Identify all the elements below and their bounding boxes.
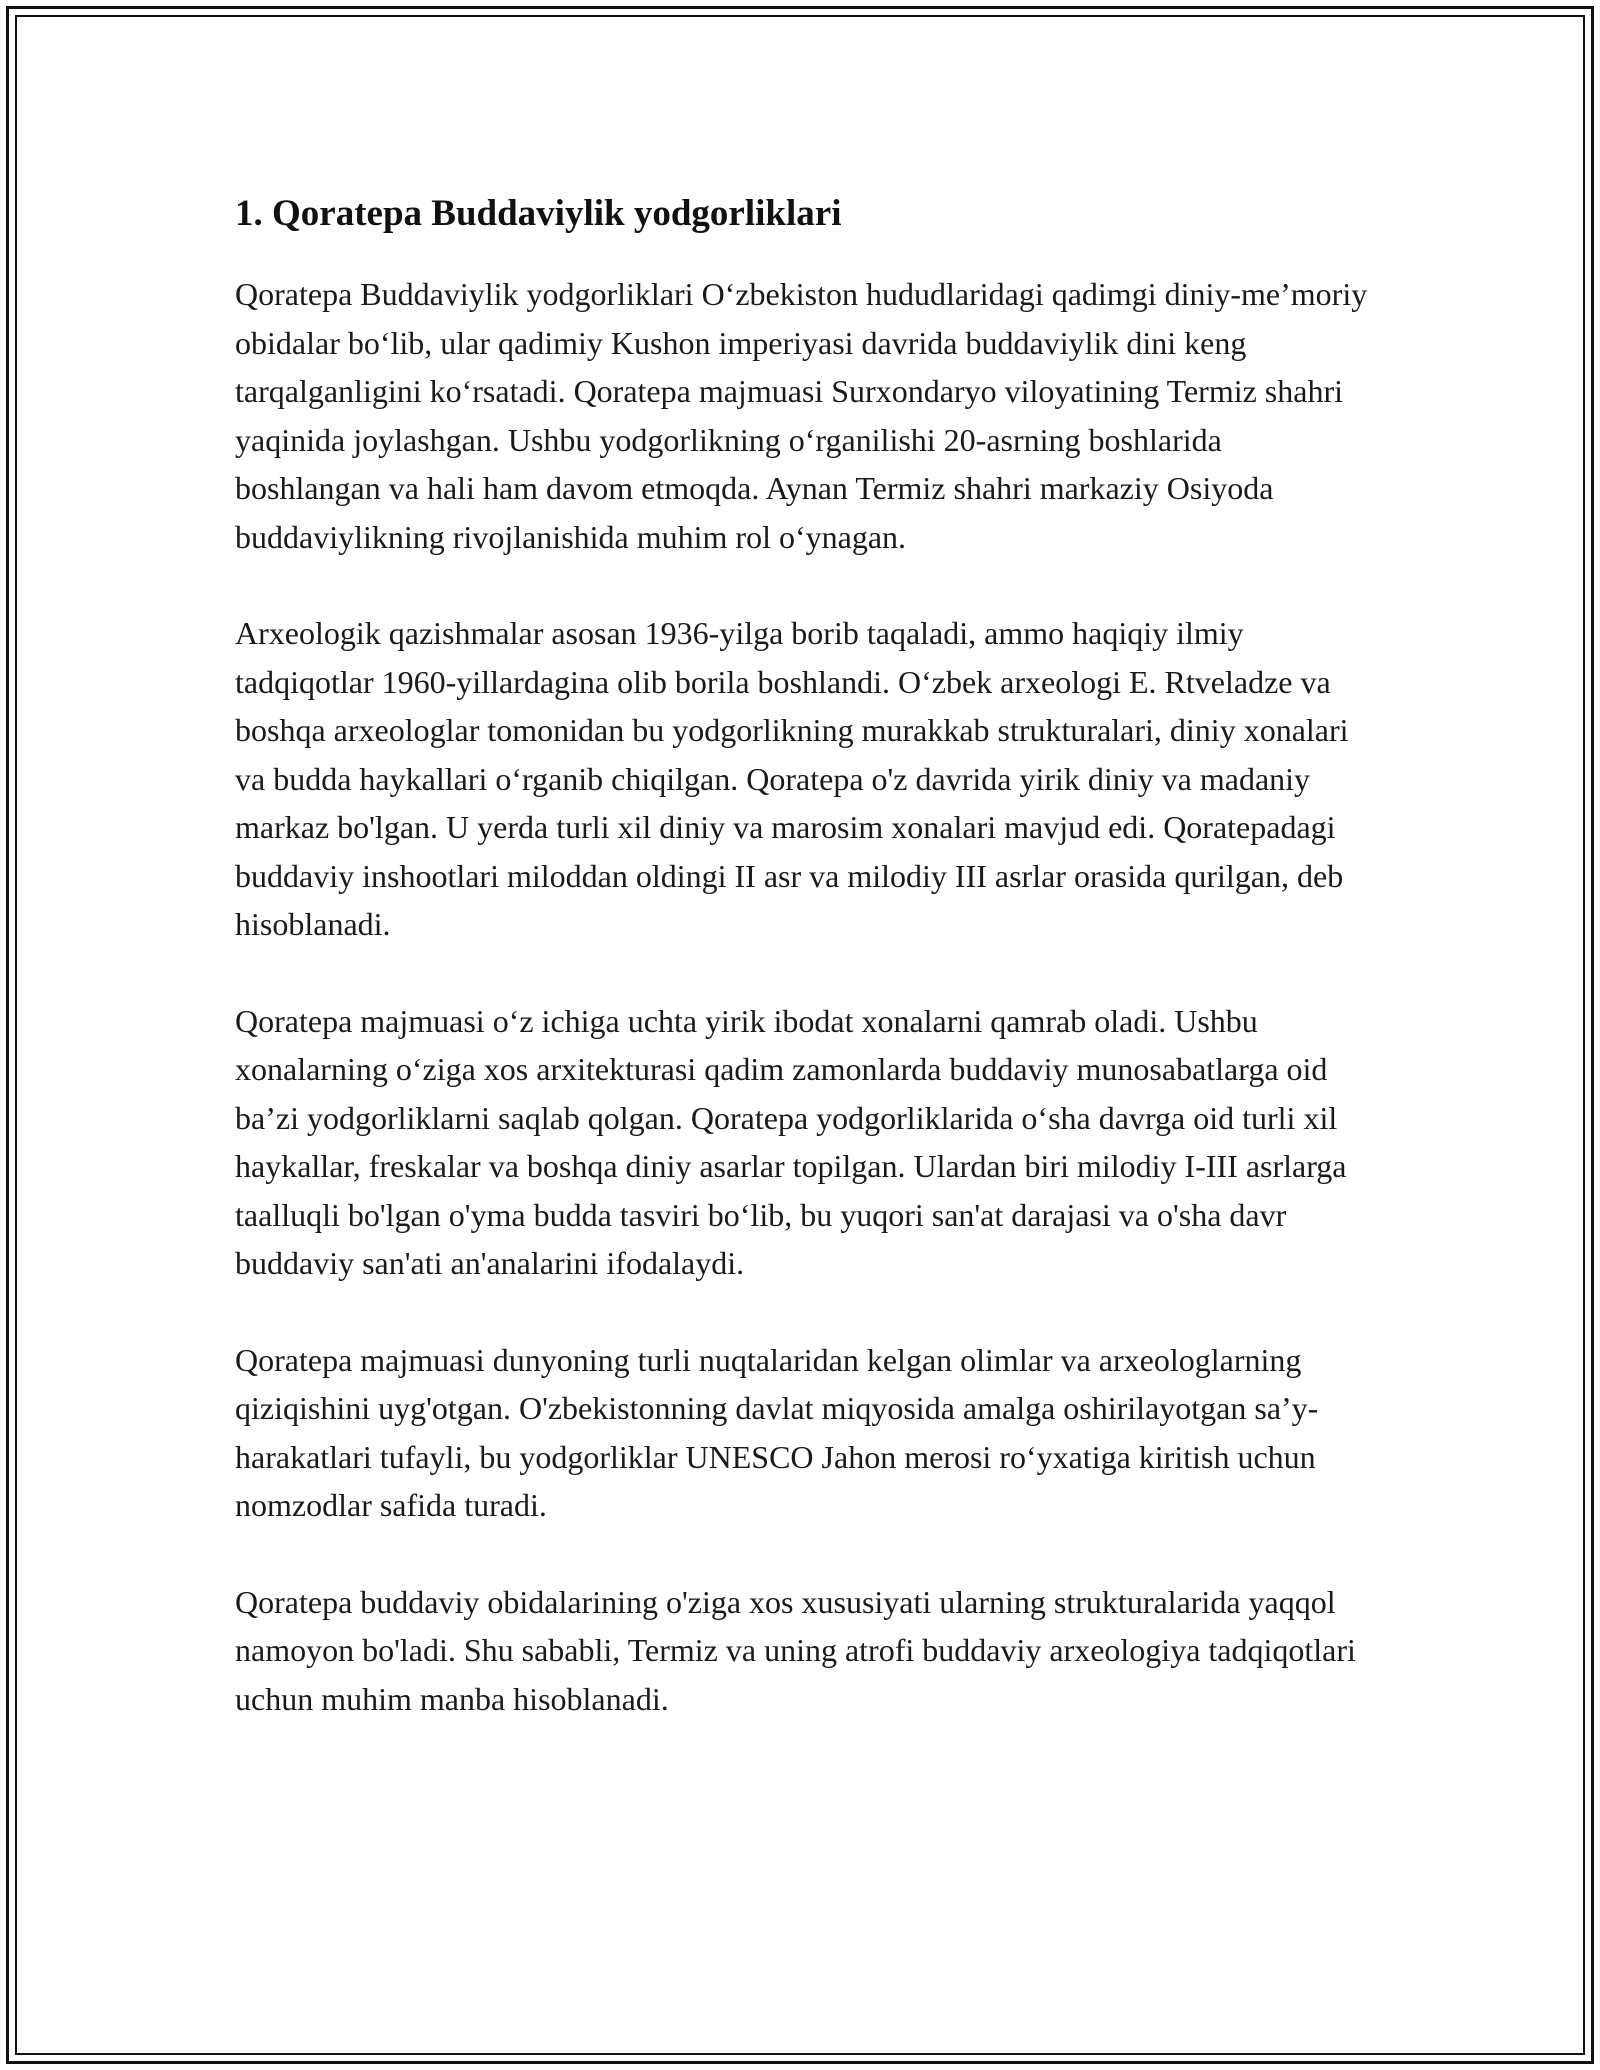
document-title: 1. Qoratepa Buddaviylik yodgorliklari — [235, 193, 842, 234]
paragraph-temples-and-finds: Qoratepa majmuasi o‘z ichiga uchta yirik ibodat xonalarni qamrab oladi. Ushbu xonalarning o‘ziga xos arxitekturasi qadim zamonlarda buddaviy munosabatlarga oid ba’zi yodgorliklarni saqlab qolgan. Qoratepa yodgorliklarida o‘sha davrga oid turli xil haykallar, freskalar va boshqa diniy asarlar topilgan. Ulardan biri milodiy I-III asrlarga taalluqli bo'lgan o'yma budda tasviri bo‘lib, bu yuqori san'at darajasi va o'sha davr buddaviy san'ati an'analarini ifodalaydi. — [235, 1002, 1347, 1281]
paragraph-conclusion: Qoratepa buddaviy obidalarining o'ziga xos xususiyati ularning strukturalarida yaqqol namoyon bo'ladi. Shu sababli, Termiz va uning atrofi buddaviy arxeologiya tadqiqotlari uchun muhim manba hisoblanadi. — [235, 1583, 1356, 1717]
paragraph-history-intro: Qoratepa Buddaviylik yodgorliklari O‘zbekiston hududlaridagi qadimgi diniy-me’moriy obidalar bo‘lib, ular qadimiy Kushon imperiyasi davrida buddaviylik dini keng tarqalganligini ko‘rsatadi. Qoratepa majmuasi Surxondaryo viloyatining Termiz shahri yaqinida joylashgan. Ushbu yodgorlikning o‘rganilishi 20-asrning boshlarida boshlangan va hali ham davom etmoqda. Aynan Termiz shahri markaziy Osiyoda buddaviylikning rivojlanishida muhim rol o‘ynagan. — [235, 276, 1368, 555]
document-body — [235, 190, 1375, 1723]
paragraph-unesco: Qoratepa majmuasi dunyoning turli nuqtalaridan kelgan olimlar va arxeologlarning qiziqishini uyg'otgan. O'zbekistonning davlat miqyosida amalga oshirilayotgan sa’y-harakatlari tufayli, bu yodgorliklar UNESCO Jahon merosi ro‘yxatiga kiritish uchun nomzodlar safida turadi. — [235, 1341, 1319, 1523]
paragraph-excavations: Arxeologik qazishmalar asosan 1936-yilga borib taqaladi, ammo haqiqiy ilmiy tadqiqotlar 1960-yillardagina olib borila boshlandi. O‘zbek arxeologi E. Rtveladze va boshqa arxeologlar tomonidan bu yodgorlikning murakkab strukturalari, diniy xonalari va budda haykallari o‘rganib chiqilgan. Qoratepa o'z davrida yirik diniy va madaniy markaz bo'lgan. U yerda turli xil diniy va marosim xonalari mavjud edi. Qoratepadagi buddaviy inshootlari miloddan oldingi II asr va milodiy III asrlar orasida qurilgan, deb hisoblanadi. — [235, 615, 1349, 942]
